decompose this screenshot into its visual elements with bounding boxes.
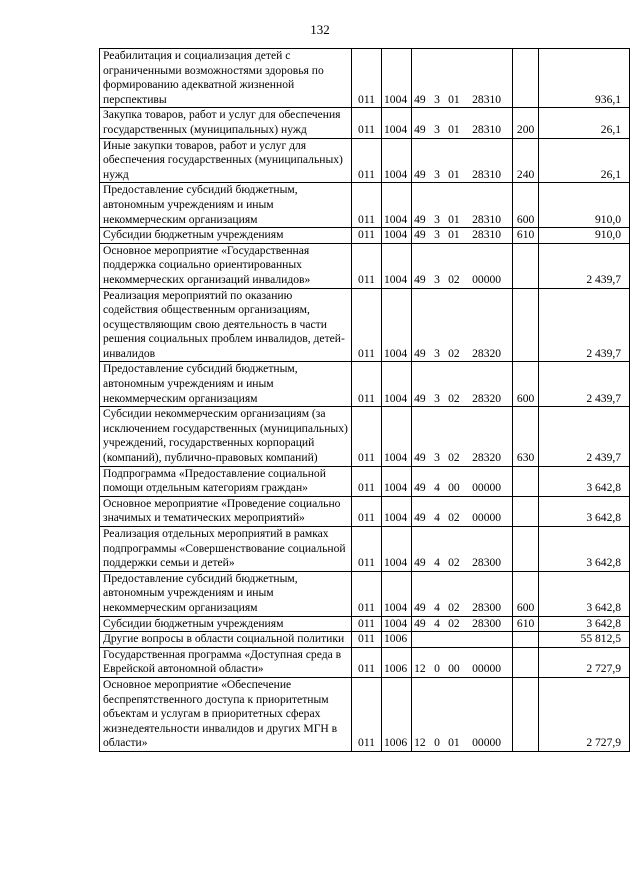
target-article-code: [412, 288, 513, 362]
row-name: Реализация мероприятий по оказанию содействия общественным организациям, осуществляющим свою деятельность в части решения социальных проблем инвалидов, детей-инвалидов: [100, 288, 352, 362]
target-article-code: [412, 49, 513, 108]
target-article-part: 4: [434, 481, 440, 495]
table-row: [100, 632, 630, 648]
target-article-part: 12: [414, 662, 426, 676]
target-article-part: 3: [434, 451, 440, 465]
target-article-code: [412, 362, 513, 407]
section-code: 10: [382, 49, 396, 108]
target-article-part: 01: [448, 212, 460, 226]
target-article-part: 49: [414, 616, 426, 630]
target-article-code: [412, 183, 513, 228]
target-article-part: 49: [414, 167, 426, 181]
target-article-part: 01: [448, 736, 460, 750]
table-row: [100, 677, 630, 751]
row-name: Другие вопросы в области социальной политики: [100, 632, 352, 648]
target-article-part: 49: [414, 122, 426, 136]
table-row: [100, 288, 630, 362]
expense-type-code: 610: [513, 228, 539, 244]
expense-type-code: [513, 647, 539, 677]
target-article-part: 28320: [472, 451, 502, 465]
target-article-code: [412, 138, 513, 183]
expense-type-code: 630: [513, 407, 539, 466]
target-article-code: [412, 243, 513, 288]
target-article-part: 49: [414, 272, 426, 286]
target-article-part: 02: [448, 272, 460, 286]
sum-value: 2 439,7: [539, 362, 630, 407]
target-article-part: 28310: [472, 92, 502, 106]
target-article-code: [412, 616, 513, 632]
target-article-part: 49: [414, 346, 426, 360]
target-article-part: 00: [448, 481, 460, 495]
table-row: [100, 108, 630, 138]
ministry-code: 011: [352, 362, 382, 407]
section-code: 10: [382, 466, 396, 496]
subsection-code: 04: [396, 407, 412, 466]
target-article-part: 02: [448, 451, 460, 465]
expense-type-code: 600: [513, 362, 539, 407]
row-name: Государственная программа «Доступная среда в Еврейской автономной области»: [100, 647, 352, 677]
subsection-code: 04: [396, 49, 412, 108]
ministry-code: 011: [352, 108, 382, 138]
target-article-part: 3: [434, 122, 440, 136]
target-article-part: 01: [448, 92, 460, 106]
ministry-code: 011: [352, 496, 382, 526]
sum-value: 910,0: [539, 183, 630, 228]
section-code: 10: [382, 362, 396, 407]
target-article-part: 0: [434, 736, 440, 750]
target-article-part: 3: [434, 228, 440, 242]
target-article-part: 49: [414, 212, 426, 226]
ministry-code: 011: [352, 647, 382, 677]
target-article-part: 3: [434, 346, 440, 360]
section-code: 10: [382, 632, 396, 648]
target-article-part: 28310: [472, 167, 502, 181]
ministry-code: 011: [352, 183, 382, 228]
target-article-part: 49: [414, 511, 426, 525]
ministry-code: 011: [352, 632, 382, 648]
expense-type-code: [513, 677, 539, 751]
row-name: Основное мероприятие «Обеспечение беспрепятственного доступа к приоритетным объектам и услугам в приоритетных сферах жизнедеятельности инвалидов и других МГН в области»: [100, 677, 352, 751]
sum-value: 26,1: [539, 138, 630, 183]
ministry-code: 011: [352, 49, 382, 108]
target-article-part: 02: [448, 346, 460, 360]
section-code: 10: [382, 647, 396, 677]
table-row: [100, 527, 630, 572]
sum-value: 55 812,5: [539, 632, 630, 648]
sum-value: 3 642,8: [539, 496, 630, 526]
page-number: 132: [310, 22, 330, 37]
target-article-part: 28310: [472, 122, 502, 136]
row-name: Субсидии бюджетным учреждениям: [100, 228, 352, 244]
sum-value: 2 439,7: [539, 288, 630, 362]
target-article-part: 49: [414, 228, 426, 242]
expense-type-code: [513, 243, 539, 288]
section-code: 10: [382, 183, 396, 228]
target-article-part: 3: [434, 391, 440, 405]
subsection-code: 04: [396, 527, 412, 572]
expense-type-code: [513, 527, 539, 572]
target-article-part: 4: [434, 556, 440, 570]
target-article-part: 3: [434, 272, 440, 286]
target-article-part: 02: [448, 556, 460, 570]
ministry-code: 011: [352, 616, 382, 632]
expense-type-code: [513, 49, 539, 108]
table-row: [100, 243, 630, 288]
target-article-part: 49: [414, 481, 426, 495]
row-name: Основное мероприятие «Проведение социально значимых и тематических мероприятий»: [100, 496, 352, 526]
section-code: 10: [382, 288, 396, 362]
target-article-code: [412, 677, 513, 751]
row-name: Иные закупки товаров, работ и услуг для обеспечения государственных (муниципальных) нужд: [100, 138, 352, 183]
expense-type-code: 600: [513, 571, 539, 616]
table-row: [100, 183, 630, 228]
sum-value: 3 642,8: [539, 527, 630, 572]
expense-type-code: 240: [513, 138, 539, 183]
target-article-part: 01: [448, 228, 460, 242]
expense-type-code: 200: [513, 108, 539, 138]
expense-type-code: [513, 496, 539, 526]
sum-value: 2 727,9: [539, 647, 630, 677]
ministry-code: 011: [352, 466, 382, 496]
section-code: 10: [382, 138, 396, 183]
target-article-part: 00: [448, 662, 460, 676]
subsection-code: 04: [396, 138, 412, 183]
sum-value: 2 439,7: [539, 407, 630, 466]
table-row: [100, 407, 630, 466]
subsection-code: 04: [396, 108, 412, 138]
target-article-part: 49: [414, 451, 426, 465]
table-row: [100, 571, 630, 616]
target-article-part: 28300: [472, 556, 502, 570]
section-code: 10: [382, 228, 396, 244]
target-article-code: [412, 527, 513, 572]
subsection-code: 04: [396, 466, 412, 496]
section-code: 10: [382, 108, 396, 138]
target-article-part: 0: [434, 662, 440, 676]
target-article-code: [412, 108, 513, 138]
section-code: 10: [382, 571, 396, 616]
target-article-part: 28300: [472, 616, 502, 630]
expense-type-code: 600: [513, 183, 539, 228]
row-name: Субсидии бюджетным учреждениям: [100, 616, 352, 632]
sum-value: 910,0: [539, 228, 630, 244]
target-article-part: 02: [448, 616, 460, 630]
table-row: [100, 496, 630, 526]
target-article-code: [412, 571, 513, 616]
budget-table: [99, 48, 630, 752]
subsection-code: 04: [396, 571, 412, 616]
ministry-code: 011: [352, 228, 382, 244]
row-name: Подпрограмма «Предоставление социальной помощи отдельным категориям граждан»: [100, 466, 352, 496]
row-name: Реабилитация и социализация детей с ограниченными возможностями здоровья по формированию адекватной жизненной перспективы: [100, 49, 352, 108]
sum-value: 3 642,8: [539, 571, 630, 616]
target-article-part: 28310: [472, 228, 502, 242]
subsection-code: 04: [396, 228, 412, 244]
row-name: Субсидии некоммерческим организациям (за исключением государственных (муниципальных) учреждений, государственных корпораций (компаний), публично-правовых компаний): [100, 407, 352, 466]
table-row: [100, 228, 630, 244]
target-article-part: 00000: [472, 511, 502, 525]
expense-type-code: [513, 632, 539, 648]
section-code: 10: [382, 616, 396, 632]
expense-type-code: 610: [513, 616, 539, 632]
subsection-code: 06: [396, 677, 412, 751]
table-row: [100, 466, 630, 496]
expense-type-code: [513, 288, 539, 362]
row-name: Предоставление субсидий бюджетным, автономным учреждениям и иным некоммерческим организациям: [100, 183, 352, 228]
section-code: 10: [382, 243, 396, 288]
target-article-part: 01: [448, 167, 460, 181]
ministry-code: 011: [352, 677, 382, 751]
target-article-part: 00000: [472, 736, 502, 750]
target-article-part: 3: [434, 212, 440, 226]
target-article-part: 01: [448, 122, 460, 136]
row-name: Закупка товаров, работ и услуг для обеспечения государственных (муниципальных) нужд: [100, 108, 352, 138]
ministry-code: 011: [352, 138, 382, 183]
target-article-code: [412, 466, 513, 496]
target-article-part: 49: [414, 92, 426, 106]
subsection-code: 06: [396, 632, 412, 648]
section-code: 10: [382, 407, 396, 466]
target-article-part: 12: [414, 736, 426, 750]
ministry-code: 011: [352, 571, 382, 616]
target-article-part: 49: [414, 391, 426, 405]
target-article-part: 02: [448, 511, 460, 525]
ministry-code: 011: [352, 407, 382, 466]
row-name: Предоставление субсидий бюджетным, автономным учреждениям и иным некоммерческим организациям: [100, 362, 352, 407]
target-article-part: 3: [434, 92, 440, 106]
ministry-code: 011: [352, 288, 382, 362]
sum-value: 936,1: [539, 49, 630, 108]
section-code: 10: [382, 527, 396, 572]
sum-value: 2 439,7: [539, 243, 630, 288]
section-code: 10: [382, 496, 396, 526]
row-name: Предоставление субсидий бюджетным, автономным учреждениям и иным некоммерческим организациям: [100, 571, 352, 616]
target-article-code: [412, 407, 513, 466]
target-article-part: 00000: [472, 662, 502, 676]
subsection-code: 04: [396, 183, 412, 228]
target-article-part: 00000: [472, 272, 502, 286]
target-article-part: 3: [434, 167, 440, 181]
subsection-code: 04: [396, 616, 412, 632]
subsection-code: 04: [396, 362, 412, 407]
row-name: Основное мероприятие «Государственная поддержка социально ориентированных некоммерческих организаций инвалидов»: [100, 243, 352, 288]
ministry-code: 011: [352, 527, 382, 572]
sum-value: 26,1: [539, 108, 630, 138]
sum-value: 3 642,8: [539, 616, 630, 632]
target-article-part: 28310: [472, 212, 502, 226]
target-article-part: 49: [414, 600, 426, 614]
table-row: [100, 616, 630, 632]
target-article-code: [412, 496, 513, 526]
section-code: 10: [382, 677, 396, 751]
target-article-part: 4: [434, 600, 440, 614]
sum-value: 3 642,8: [539, 466, 630, 496]
target-article-part: 49: [414, 556, 426, 570]
target-article-part: 00000: [472, 481, 502, 495]
target-article-part: 02: [448, 391, 460, 405]
target-article-part: 02: [448, 600, 460, 614]
target-article-part: 28320: [472, 391, 502, 405]
target-article-code: [412, 632, 513, 648]
table-row: [100, 647, 630, 677]
target-article-part: 4: [434, 616, 440, 630]
target-article-part: 28320: [472, 346, 502, 360]
table-row: [100, 138, 630, 183]
subsection-code: 06: [396, 647, 412, 677]
table-row: [100, 49, 630, 108]
subsection-code: 04: [396, 496, 412, 526]
subsection-code: 04: [396, 288, 412, 362]
target-article-part: 28300: [472, 600, 502, 614]
ministry-code: 011: [352, 243, 382, 288]
target-article-code: [412, 228, 513, 244]
table-row: [100, 362, 630, 407]
target-article-code: [412, 647, 513, 677]
expense-type-code: [513, 466, 539, 496]
sum-value: 2 727,9: [539, 677, 630, 751]
subsection-code: 04: [396, 243, 412, 288]
row-name: Реализация отдельных мероприятий в рамках подпрограммы «Совершенствование социальной поддержки семьи и детей»: [100, 527, 352, 572]
target-article-part: 4: [434, 511, 440, 525]
